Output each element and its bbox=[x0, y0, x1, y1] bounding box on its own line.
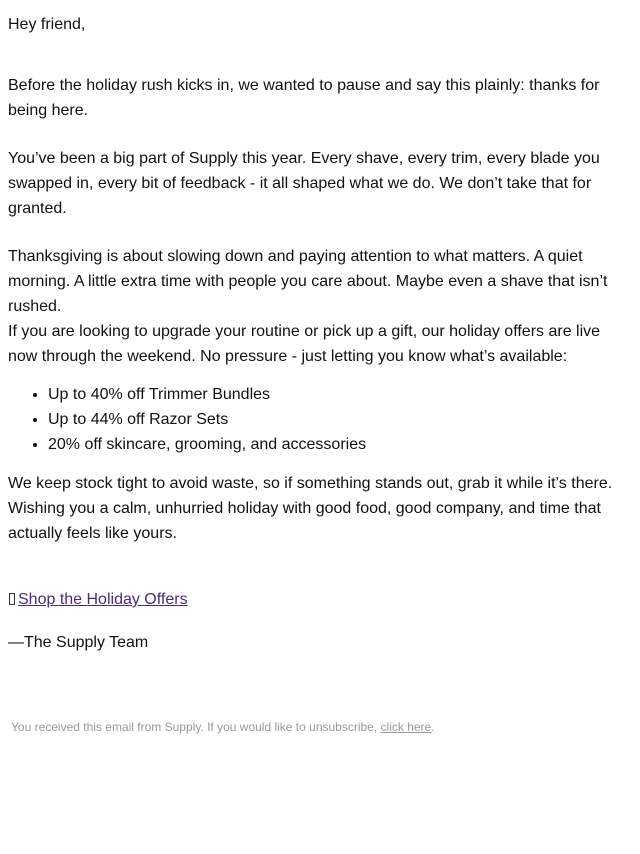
paragraph-stock: We keep stock tight to avoid waste, so if something stands out, grab it while it’s there. bbox=[8, 475, 613, 492]
shop-holiday-offers-link[interactable]: Shop the Holiday Offers bbox=[18, 591, 188, 608]
paragraph-wishes: Wishing you a calm, unhurried holiday with good food, good company, and time that actually feels like yours. bbox=[8, 500, 601, 542]
greeting: Hey friend, bbox=[8, 16, 86, 33]
cta-line bbox=[8, 587, 188, 612]
paragraph-year: You’ve been a big part of Supply this year. Every shave, every trim, every blade you swapped in, every bit of feedback - it all shaped what we do. We don’t take that for granted. bbox=[8, 150, 600, 217]
list-item: • Up to 44% off Razor Sets bbox=[48, 407, 624, 432]
unsubscribe-link[interactable]: click here bbox=[380, 720, 432, 734]
offers-list bbox=[8, 382, 624, 457]
paragraph-thanks: Before the holiday rush kicks in, we wanted to pause and say this plainly: thanks for being here. bbox=[8, 77, 600, 119]
missing-glyph-icon bbox=[9, 593, 15, 605]
footer bbox=[11, 718, 435, 736]
signoff: —The Supply Team bbox=[8, 634, 149, 651]
footer-suffix: . bbox=[431, 720, 435, 734]
list-item: • Up to 40% off Trimmer Bundles bbox=[48, 382, 624, 407]
footer-text: You received this email from Supply. If you would like to unsubscribe, bbox=[11, 720, 381, 734]
paragraph-thanksgiving: Thanksgiving is about slowing down and paying attention to what matters. A quiet morning. A little extra time with people you care about. Maybe even a shave that isn’t rushed. bbox=[8, 248, 608, 315]
paragraph-offers-intro: If you are looking to upgrade your routine or pick up a gift, our holiday offers are live now through the weekend. No pressure - just letting you know what’s available: bbox=[8, 323, 601, 365]
list-item: • 20% off skincare, grooming, and accessories bbox=[48, 432, 624, 457]
